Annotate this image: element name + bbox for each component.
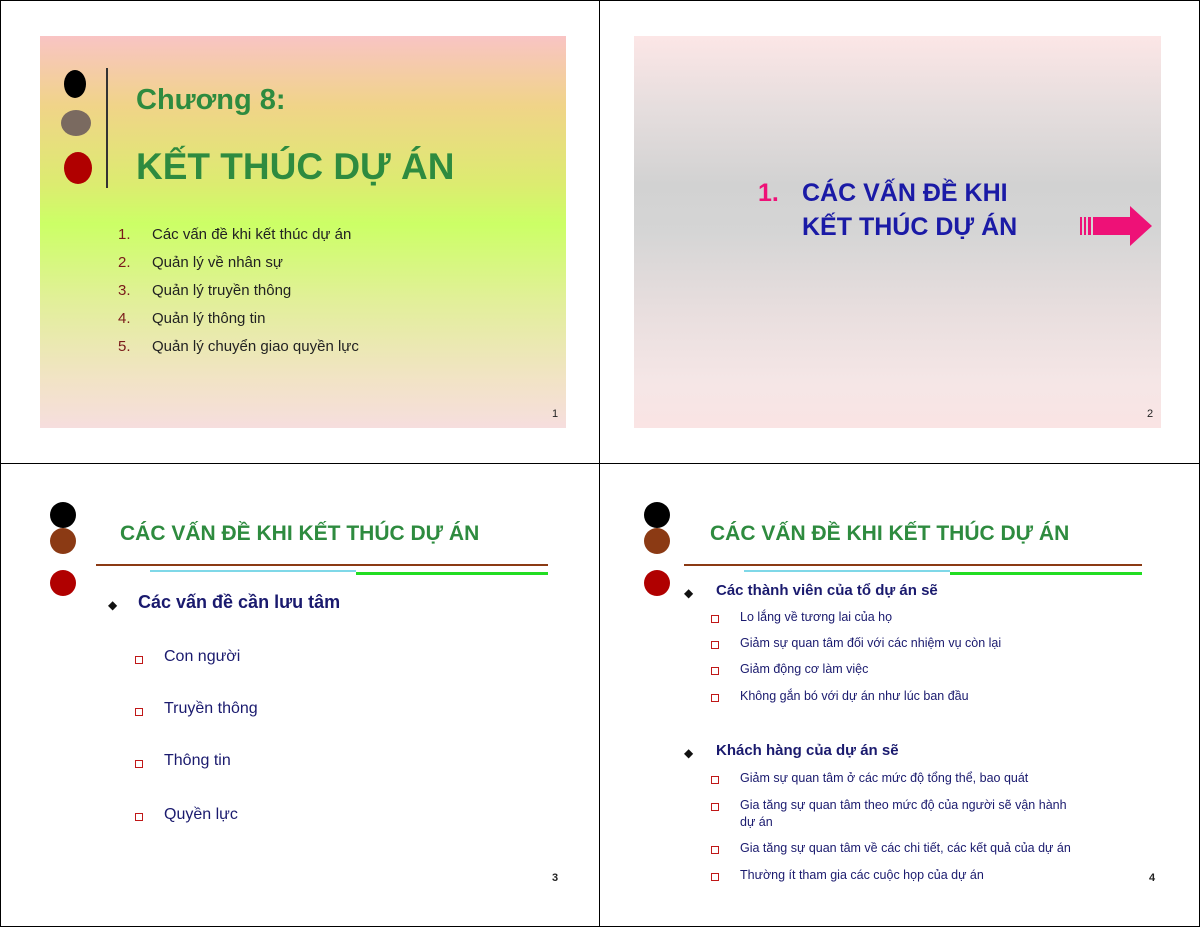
list-item: Thông tin [164,752,231,769]
list-item: Gia tăng sự quan tâm về các chi tiết, các kết quả của dự án [740,841,1071,855]
page-title: KẾT THÚC DỰ ÁN [136,146,455,187]
group-heading: Các thành viên của tổ dự án sẽ [716,582,938,599]
list-item: Lo lắng về tương lai của họ [740,610,893,624]
black-dot-icon [50,502,76,528]
right-arrow-icon [1080,204,1154,248]
page-number: 1 [552,408,559,420]
page-number: 3 [552,872,559,884]
list-item: Giảm sự quan tâm ở các mức độ tổng thể, bao quát [740,771,1029,785]
heading-rule [684,564,1142,566]
list-item: 2. Quản lý về nhân sự [118,254,283,271]
square-bullet-icon [711,694,719,702]
brown-dot-icon [61,110,91,136]
page-number: 4 [1149,872,1156,884]
square-bullet-icon [711,641,719,649]
list-item: Không gắn bó với dự án như lúc ban đầu [740,689,969,703]
list-item: Giảm động cơ làm việc [740,662,869,676]
brown-dot-icon [50,528,76,554]
square-bullet-icon [711,873,719,881]
outline-list [118,226,359,366]
list-item: Giảm sự quan tâm đối với các nhiệm vụ còn lại [740,636,1002,650]
heading-rule-accent [950,572,1142,575]
brown-dot-icon [644,528,670,554]
bullet-heading: Các vấn đề cần lưu tâm [138,592,341,612]
page-number: 2 [1147,408,1154,420]
title-divider [106,68,108,188]
slide-4 [634,490,1161,900]
diamond-bullet-icon: ◆ [108,598,118,612]
slide-heading: CÁC VẤN ĐỀ KHI KẾT THÚC DỰ ÁN [710,522,1070,545]
red-dot-icon [64,152,92,184]
slide-2 [634,36,1161,428]
list-item: Thường ít tham gia các cuộc họp của dự án [740,868,984,882]
square-bullet-icon [135,813,143,821]
square-bullet-icon [711,803,719,811]
square-bullet-icon [135,760,143,768]
chapter-label: Chương 8: [136,84,286,116]
square-bullet-icon [711,776,719,784]
list-item: 1. Các vấn đề khi kết thúc dự án [118,226,352,243]
slide-1 [40,36,566,428]
square-bullet-icon [711,846,719,854]
group-heading: Khách hàng của dự án sẽ [716,742,899,759]
heading-rule-accent [744,570,950,572]
row-divider [0,463,1200,464]
red-dot-icon [644,570,670,596]
diamond-bullet-icon: ◆ [684,586,694,600]
list-item: Gia tăng sự quan tâm theo mức độ của người sẽ vận hành [740,798,1067,812]
square-bullet-icon [711,615,719,623]
section-title: 1. CÁC VẤN ĐỀ KHI KẾT THÚC DỰ ÁN [758,179,1018,241]
black-dot-icon [644,502,670,528]
list-item: Con người [164,648,241,665]
list-item: 5. Quản lý chuyển giao quyền lực [118,338,359,355]
list-item: Quyền lực [164,806,238,823]
square-bullet-icon [711,667,719,675]
diamond-bullet-icon: ◆ [684,746,694,760]
list-item: Truyền thông [164,700,258,717]
heading-rule-accent [356,572,548,575]
heading-rule-accent [150,570,356,572]
square-bullet-icon [135,708,143,716]
list-item-continuation: dự án [740,815,773,829]
slide-heading: CÁC VẤN ĐỀ KHI KẾT THÚC DỰ ÁN [120,522,480,545]
black-dot-icon [64,70,86,98]
red-dot-icon [50,570,76,596]
list-item: 3. Quản lý truyền thông [118,282,292,299]
heading-rule [96,564,548,566]
square-bullet-icon [135,656,143,664]
slide-3 [40,490,566,900]
list-item: 4. Quản lý thông tin [118,310,266,327]
